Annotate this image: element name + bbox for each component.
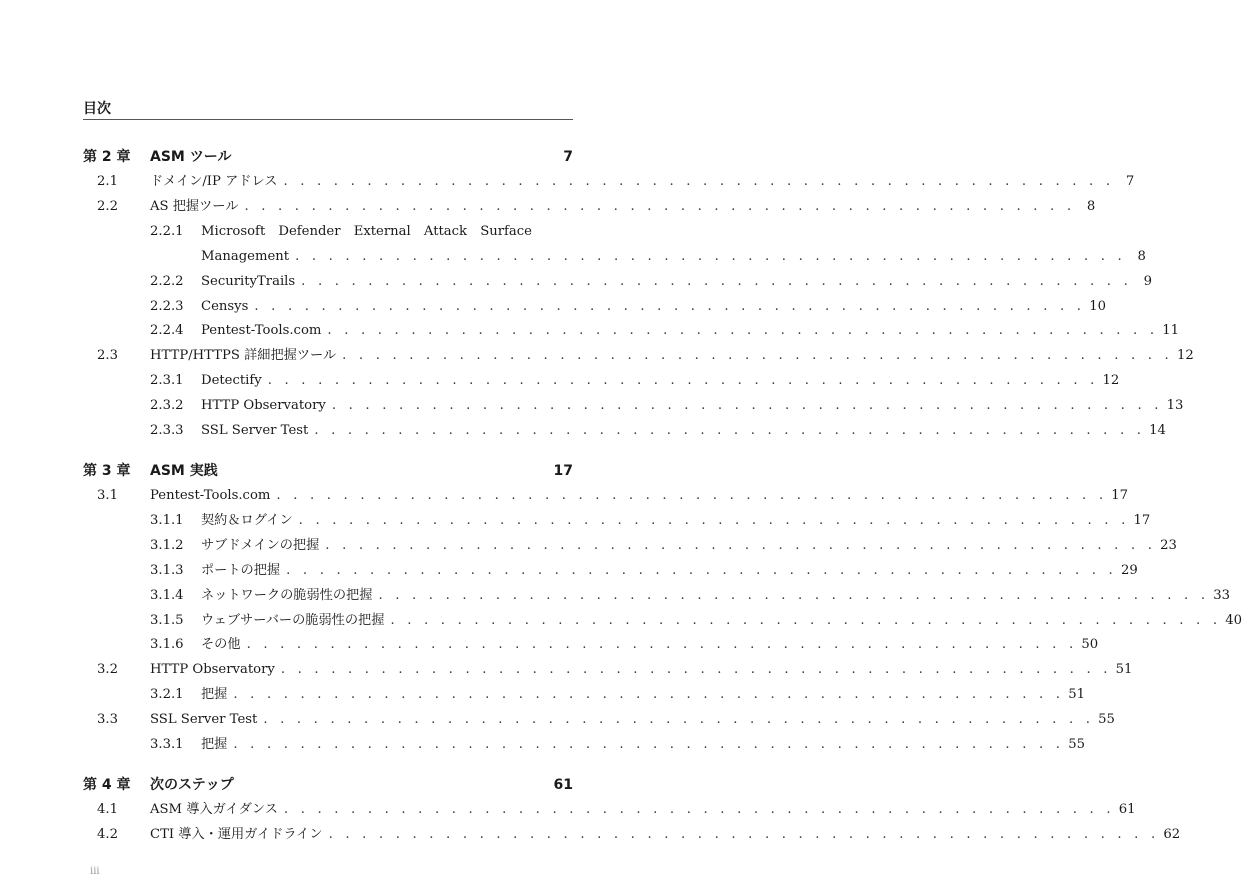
entry-number: 2.2.2 <box>150 273 184 289</box>
entry-title: Pentest-Tools.com <box>150 488 271 503</box>
dot-leader: . . . . . . . . . . . . . . . . . . . . . . . . . . . . . . . . . . . . . . . . . . . . . . . . . . <box>244 198 1076 214</box>
entry-number: 2.2 <box>97 198 118 214</box>
entry-number: 3.1.6 <box>150 637 184 653</box>
dot-leader: . . . . . . . . . . . . . . . . . . . . . . . . . . . . . . . . . . . . . . . . . . . . . . . . . . <box>390 612 1222 628</box>
dot-leader: . . . . . . . . . . . . . . . . . . . . . . . . . . . . . . . . . . . . . . . . . . . . . . . . . . <box>342 348 1173 364</box>
entry-number: 3.1 <box>97 488 118 503</box>
toc-entry[interactable] <box>83 824 1181 846</box>
toc-entry[interactable] <box>83 370 1120 392</box>
dot-leader: . . . . . . . . . . . . . . . . . . . . . . . . . . . . . . . . . . . . . . . . . . . . . . . . . . <box>283 174 1115 189</box>
toc-entry[interactable] <box>83 420 1166 442</box>
page-number: 55 <box>1098 712 1115 728</box>
page-number: 61 <box>553 777 573 793</box>
dot-leader: . . . . . . . . . . . . . . . . . . . . . . . . . . . . . . . . . . . . . . . . . . . . . . . . . . <box>295 248 1126 264</box>
dot-leader: . . . . . . . . . . . . . . . . . . . . . . . . . . . . . . . . . . . . . . . . . . . . . . . . . . <box>280 662 1112 678</box>
toc-entry[interactable] <box>83 296 1106 318</box>
entry-number: 3.3.1 <box>150 737 184 752</box>
page-number: 8 <box>1086 198 1096 214</box>
page-number: 12 <box>1102 373 1120 389</box>
toc-chapter[interactable] <box>83 146 573 168</box>
dot-leader: . . . . . . . . . . . . . . . . . . . . . . . . . . . . . . . . . . . . . . . . . . . . . . . . . . <box>263 712 1095 728</box>
toc-entry[interactable] <box>83 196 1096 218</box>
page-number: 7 <box>563 149 573 165</box>
entry-number: 2.3 <box>97 348 118 364</box>
entry-title: Pentest-Tools.com <box>201 323 322 339</box>
entry-title: HTTP Observatory <box>201 398 326 414</box>
entry-title: AS 把握ツール <box>150 198 239 214</box>
page-number: 23 <box>1160 537 1177 553</box>
entry-title: ネットワークの脆弱性の把握 <box>201 587 373 603</box>
chapter-number: 第 3 章 <box>83 463 131 479</box>
dot-leader: . . . . . . . . . . . . . . . . . . . . . . . . . . . . . . . . . . . . . . . . . . . . . . . . . . <box>276 488 1108 503</box>
page-number: 13 <box>1166 398 1184 414</box>
dot-leader: . . . . . . . . . . . . . . . . . . . . . . . . . . . . . . . . . . . . . . . . . . . . . . . . . . <box>233 687 1065 703</box>
entry-title: ポートの把握 <box>201 562 281 578</box>
dot-leader: . . . . . . . . . . . . . . . . . . . . . . . . . . . . . . . . . . . . . . . . . . . . . . . . . . <box>246 637 1078 653</box>
dot-leader: . . . . . . . . . . . . . . . . . . . . . . . . . . . . . . . . . . . . . . . . . . . . . . . . . . <box>298 512 1130 528</box>
toc-entry[interactable] <box>83 395 1184 417</box>
entry-title: ASM 導入ガイダンス <box>150 802 278 817</box>
page-number: 55 <box>1068 737 1085 752</box>
dot-leader: . . . . . . . . . . . . . . . . . . . . . . . . . . . . . . . . . . . . . . . . . . . . . . . . . . <box>233 737 1065 752</box>
toc-entry[interactable] <box>83 510 1151 532</box>
entry-title: サブドメインの把握 <box>201 537 320 553</box>
dot-leader: . . . . . . . . . . . . . . . . . . . . . . . . . . . . . . . . . . . . . . . . . . . . . . . . . . <box>301 273 1132 289</box>
entry-number: 3.1.1 <box>150 512 184 528</box>
page-number: 17 <box>1133 512 1151 528</box>
entry-title: ウェブサーバーの脆弱性の把握 <box>201 612 385 628</box>
entry-title: SecurityTrails <box>201 273 296 289</box>
toc-entry[interactable] <box>83 485 1128 507</box>
page-number: 50 <box>1081 637 1099 653</box>
dot-leader: . . . . . . . . . . . . . . . . . . . . . . . . . . . . . . . . . . . . . . . . . . . . . . . . . . <box>328 826 1160 842</box>
toc-entry[interactable] <box>83 345 1194 367</box>
dot-leader: . . . . . . . . . . . . . . . . . . . . . . . . . . . . . . . . . . . . . . . . . . . . . . . . . . <box>378 587 1210 603</box>
dot-leader: . . . . . . . . . . . . . . . . . . . . . . . . . . . . . . . . . . . . . . . . . . . . . . . . . . <box>283 802 1115 817</box>
page-number: 62 <box>1163 826 1181 842</box>
entry-title: CTI 導入・運用ガイドライン <box>150 826 323 842</box>
toc-entry[interactable] <box>83 709 1115 731</box>
entry-number: 3.1.2 <box>150 537 184 553</box>
toc-chapter[interactable] <box>83 460 573 482</box>
page-number: 17 <box>553 463 573 479</box>
entry-title: Censys <box>201 298 249 314</box>
dot-leader: . . . . . . . . . . . . . . . . . . . . . . . . . . . . . . . . . . . . . . . . . . . . . . . . . . <box>267 373 1099 389</box>
chapter-number: 第 4 章 <box>83 777 131 793</box>
entry-number: 2.2.3 <box>150 298 184 314</box>
chapter-number: 第 2 章 <box>83 149 131 165</box>
toc-entry[interactable] <box>83 734 1085 756</box>
toc-entry[interactable] <box>83 585 1231 607</box>
dot-leader: . . . . . . . . . . . . . . . . . . . . . . . . . . . . . . . . . . . . . . . . . . . . . . . . . . <box>325 537 1157 553</box>
toc-entry[interactable] <box>83 659 1133 681</box>
dot-leader: . . . . . . . . . . . . . . . . . . . . . . . . . . . . . . . . . . . . . . . . . . . . . . . . . . <box>327 323 1159 339</box>
entry-number: 3.1.4 <box>150 587 184 603</box>
entry-title: SSL Server Test <box>150 712 258 728</box>
page-number: 10 <box>1089 298 1106 314</box>
entry-title: Management <box>201 248 290 264</box>
entry-number: 2.2.4 <box>150 323 184 339</box>
entry-number: 3.1.3 <box>150 562 184 578</box>
toc-entry[interactable] <box>83 246 1146 268</box>
entry-number: 3.2 <box>97 662 118 678</box>
dot-leader: . . . . . . . . . . . . . . . . . . . . . . . . . . . . . . . . . . . . . . . . . . . . . . . . . . <box>314 423 1146 438</box>
page-number: 51 <box>1068 687 1085 703</box>
toc-entry[interactable] <box>83 171 1135 193</box>
entry-number: 3.3 <box>97 712 118 728</box>
chapter-title: 次のステップ <box>150 777 234 793</box>
toc-entry[interactable] <box>83 684 1085 706</box>
page-number: 8 <box>1137 248 1146 264</box>
toc-entry[interactable] <box>83 271 1152 293</box>
page-number: 40 <box>1225 612 1242 628</box>
toc-entry[interactable] <box>83 610 1242 632</box>
entry-number: 4.2 <box>97 826 118 842</box>
entry-title: SSL Server Test <box>201 423 309 438</box>
dot-leader: . . . . . . . . . . . . . . . . . . . . . . . . . . . . . . . . . . . . . . . . . . . . . . . . . . <box>254 298 1086 314</box>
chapter-title: ASM 実践 <box>150 463 218 479</box>
title-rule <box>83 119 573 120</box>
entry-number: 2.3.1 <box>150 373 184 389</box>
page-number: 51 <box>1115 662 1133 678</box>
page-number-footer: iii <box>90 866 100 877</box>
entry-title: HTTP Observatory <box>150 662 275 678</box>
page-number: 11 <box>1162 323 1179 339</box>
dot-leader: . . . . . . . . . . . . . . . . . . . . . . . . . . . . . . . . . . . . . . . . . . . . . . . . . . <box>286 562 1117 578</box>
page-number: 29 <box>1120 562 1138 578</box>
toc-entry[interactable] <box>83 560 1138 582</box>
entry-title: HTTP/HTTPS 詳細把握ツール <box>150 348 337 364</box>
entry-number: 2.1 <box>97 174 118 189</box>
entry-title: 把握 <box>201 687 228 703</box>
page-number: 7 <box>1125 174 1135 189</box>
page-number: 17 <box>1111 488 1128 503</box>
entry-title: 把握 <box>201 737 228 752</box>
page-number: 12 <box>1176 348 1194 364</box>
entry-number: 2.3.3 <box>150 423 184 438</box>
page-number: 9 <box>1143 273 1152 289</box>
toc-entry[interactable] <box>83 799 1136 821</box>
toc-chapter[interactable] <box>83 774 573 796</box>
entry-title: Detectify <box>201 373 262 389</box>
page-number: 61 <box>1118 802 1136 817</box>
page-title: 目次 <box>83 101 111 117</box>
toc-entry[interactable] <box>83 634 1099 656</box>
toc-entry[interactable] <box>83 535 1177 557</box>
entry-number: 3.2.1 <box>150 687 184 703</box>
entry-title: 契約＆ログイン <box>201 512 293 528</box>
chapter-title: ASM ツール <box>150 149 232 165</box>
toc-entry[interactable] <box>83 320 1179 342</box>
entry-number: 2.3.2 <box>150 398 184 414</box>
entry-number: 2.2.1 <box>150 223 184 239</box>
dot-leader: . . . . . . . . . . . . . . . . . . . . . . . . . . . . . . . . . . . . . . . . . . . . . . . . . . <box>331 398 1163 414</box>
entry-title: ドメイン/IP アドレス <box>150 174 278 189</box>
entry-title-line1: Microsoft Defender External Attack Surface <box>201 223 532 239</box>
entry-title: その他 <box>201 637 241 653</box>
page-number: 33 <box>1213 587 1231 603</box>
entry-number: 4.1 <box>97 802 118 817</box>
entry-number: 3.1.5 <box>150 612 184 628</box>
page-number: 14 <box>1149 423 1166 438</box>
